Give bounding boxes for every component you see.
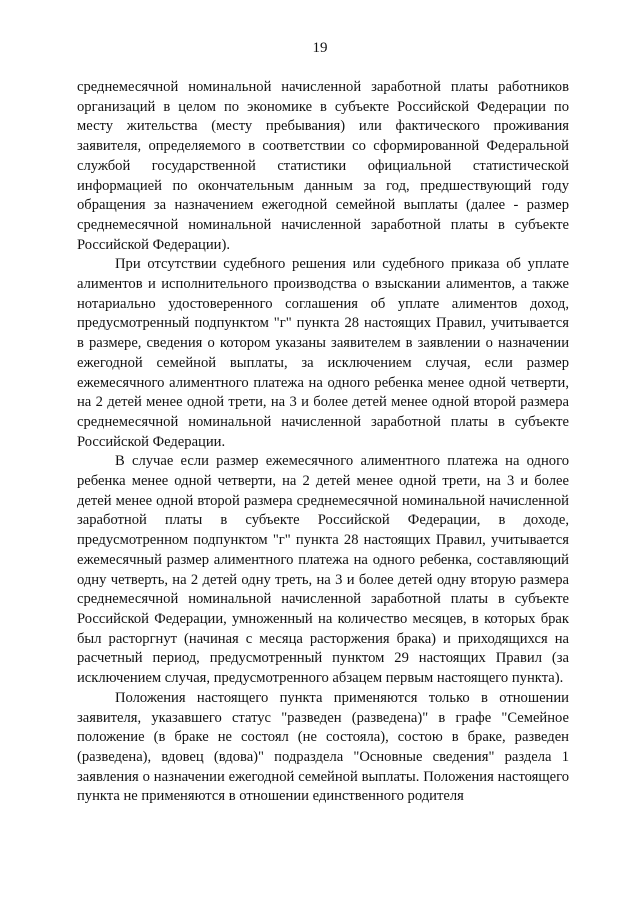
paragraph-divorced-status: Положения настоящего пункта применяются только в отношении заявителя, указавшего статус "разведен (разведена)" в графе "Семейное положение (в браке не состоял (не состояла), состою в браке, разведен (разведена), вдовец (вдова)" подраздела "Основные сведения" раздела 1 заявления о назначении ежегодной семейной выплаты. Положения настоящего пункта не применяются в отношении единственного родителя bbox=[77, 689, 569, 805]
page-number: 19 bbox=[312, 40, 328, 56]
paragraph-alimony-calculation: В случае если размер ежемесячного алиментного платежа на одного ребенка менее одной четверти, на 2 детей менее одной трети, на 3 и более детей менее одной второй размера среднемесячной номинальной начисленной заработной платы в субъекте Российской Федерации, в доходе, предусмотренном подпунктом "г" пункта 28 настоящих Правил, учитывается ежемесячный размер алиментного платежа на одного ребенка, составляющий одну четверть, на 2 детей одну треть, на 3 и более детей одну вторую размера среднемесячной номинальной начисленной заработной платы в субъекте Российской Федерации, умноженный на количество месяцев, в которых брак был расторгнут (начиная с месяца расторжения брака) и приходящихся на расчетный период, предусмотренный пунктом 29 настоящих Правил (за исключением случая, предусмотренного абзацем первым настоящего пункта). bbox=[77, 453, 569, 687]
paragraph-continuation: среднемесячной номинальной начисленной заработной платы работников организаций в целом по экономике в субъекте Российской Федерации по месту жительства (месту пребывания) или фактического проживания заявителя, определяемого в соответствии со сформированной Федеральной службой государственной статистики официальной статистической информацией по окончательным данным за год, предшествующий году обращения за назначением ежегодной семейной выплаты (далее - размер среднемесячной номинальной начисленной заработной платы в субъекте Российской Федерации). bbox=[77, 79, 569, 253]
text-body bbox=[77, 78, 569, 807]
paragraph-no-court-decision: При отсутствии судебного решения или судебного приказа об уплате алиментов и исполнительного производства о взыскании алиментов, а также нотариально удостоверенного соглашения об уплате алиментов доход, предусмотренный подпунктом "г" пункта 28 настоящих Правил, учитывается в размере, сведения о котором указаны заявителем в заявлении о назначении ежегодной семейной выплаты, за исключением случая, если размер ежемесячного алиментного платежа на одного ребенка менее одной четверти, на 2 детей менее одной трети, на 3 и более детей менее одной второй размера среднемесячной номинальной начисленной заработной платы в субъекте Российской Федерации. bbox=[77, 256, 569, 450]
